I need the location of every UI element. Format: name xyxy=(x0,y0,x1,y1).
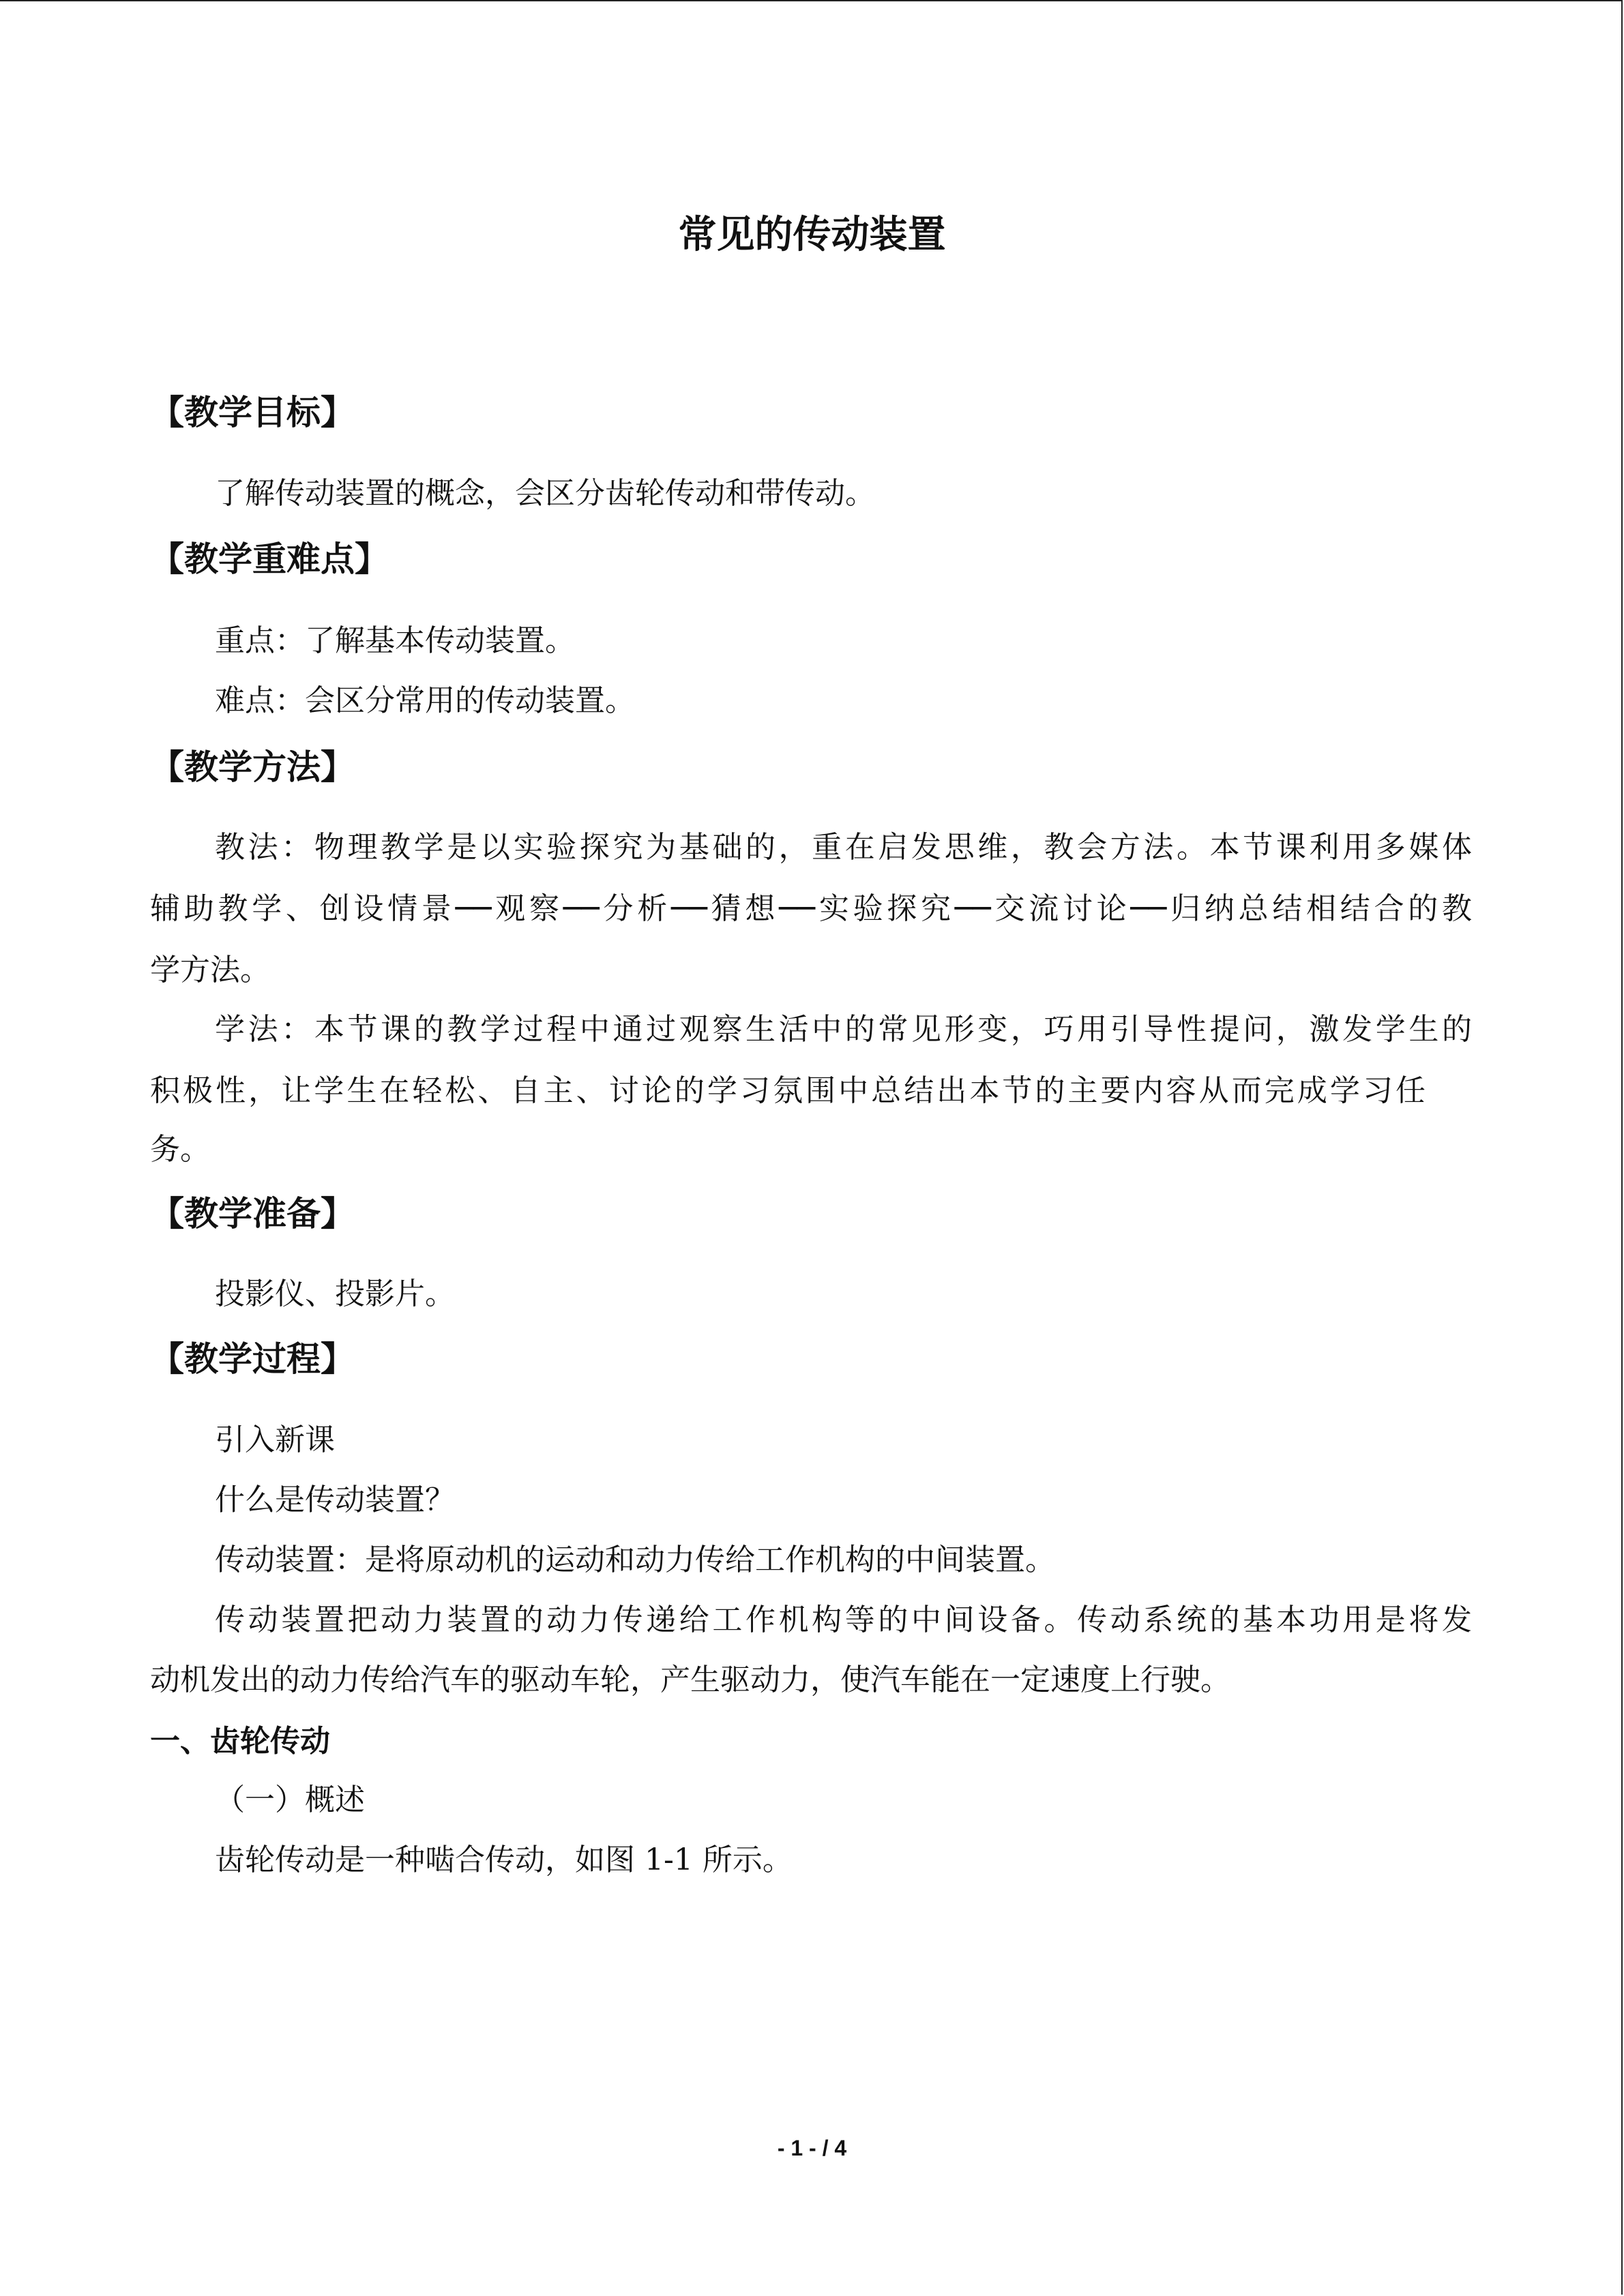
learning-method-line: 学法：本节课的教学过程中通过观察生活中的常见形变，巧用引导性提问，激发学生的 xyxy=(215,1012,1472,1047)
process-question: 什么是传动装置？ xyxy=(215,1482,455,1517)
objectives-text: 了解传动装置的概念，会区分齿轮传动和带传动。 xyxy=(215,476,875,511)
key-point-difficulty: 难点：会区分常用的传动装置。 xyxy=(215,683,635,718)
heading-objectives: 【教学目标】 xyxy=(150,393,355,432)
overview-subheading: （一）概述 xyxy=(215,1783,365,1817)
learning-method-line: 务。 xyxy=(150,1132,210,1167)
process-intro: 引入新课 xyxy=(215,1422,335,1457)
preparation-text: 投影仪、投影片。 xyxy=(215,1277,455,1311)
learning-method-line: 积极性，让学生在轻松、自主、讨论的学习氛围中总结出本节的主要内容从而完成学习任 xyxy=(150,1073,1426,1108)
process-definition: 传动装置：是将原动机的运动和动力传给工作机构的中间装置。 xyxy=(215,1542,1055,1577)
document-title: 常见的传动装置 xyxy=(678,213,946,257)
process-explanation-line: 动机发出的动力传给汽车的驱动车轮，产生驱动力，使汽车能在一定速度上行驶。 xyxy=(150,1663,1230,1697)
heading-process: 【教学过程】 xyxy=(150,1339,355,1379)
gear-transmission-heading: 一、齿轮传动 xyxy=(150,1724,330,1759)
process-explanation-line: 传动装置把动力装置的动力传递给工作机构等的中间设备。传动系统的基本功用是将发 xyxy=(215,1602,1472,1637)
heading-preparation: 【教学准备】 xyxy=(150,1194,355,1234)
key-point-focus: 重点：了解基本传动装置。 xyxy=(215,623,575,658)
page-number: - 1 - / 4 xyxy=(777,2136,847,2160)
heading-methods: 【教学方法】 xyxy=(150,747,355,787)
teaching-method-line: 教法：物理教学是以实验探究为基础的，重在启发思维，教会方法。本节课利用多媒体 xyxy=(215,830,1472,865)
teaching-method-line: 学方法。 xyxy=(150,953,270,987)
heading-key-points: 【教学重难点】 xyxy=(150,539,389,579)
teaching-method-line: 辅助教学、创设情景──观察──分析──猜想──实验探究──交流讨论──归纳总结相结合的教 xyxy=(150,891,1472,926)
gear-transmission-text: 齿轮传动是一种啮合传动，如图 1-1 所示。 xyxy=(215,1843,793,1877)
